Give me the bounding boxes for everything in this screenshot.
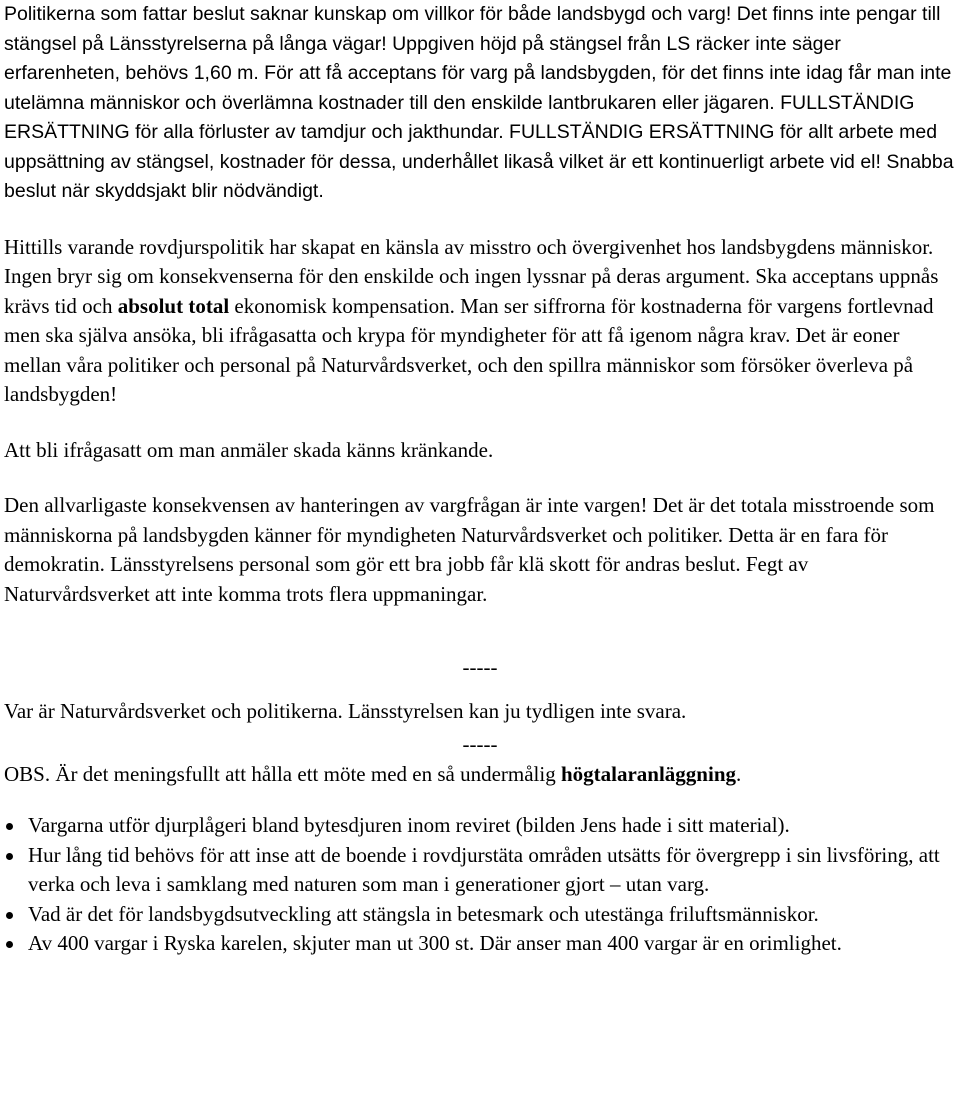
paragraph-predator-policy: [4, 233, 956, 410]
list-item-text: Vargarna utför djurplågeri bland bytesdjuren inom reviret (bilden Jens hade i sitt material).: [28, 813, 790, 837]
bullet-icon: [6, 941, 13, 948]
bullet-icon: [6, 912, 13, 919]
paragraph-obs: [4, 760, 956, 790]
paragraph-where-authorities: Var är Naturvårdsverket och politikerna. Länsstyrelsen kan ju tydligen inte svara.: [4, 698, 687, 723]
bullet-list: [4, 811, 956, 959]
list-item-text: Hur lång tid behövs för att inse att de boende i rovdjurstäta områden utsätts för övergrepp i sin livsföring, att verka och leva i samklang med naturen som man i generationer gjort – utan varg.: [28, 842, 940, 896]
bullet-icon: [6, 823, 13, 830]
paragraph-text: Hittills varande rovdjurspolitik har skapat en känsla av misstro och övergivenhet hos landsbygdens människor. Ingen bryr sig om konsekvenserna för den enskilde och ingen lyssnar på deras argument. Ska acceptans uppnås krävs tid och: [4, 234, 939, 318]
paragraph-compensation-demands: Politikerna som fattar beslut saknar kunskap om villkor för både landsbygd och varg! Det finns inte pengar till stängsel på Länsstyrelserna på långa vägar! Uppgiven höjd på stängsel från LS räcker inte säger erfarenheten, behövs 1,60 m. För att få acceptans för varg på landsbygden, för det finns inte idag får man inte utelämna människor och överlämna kostnader till den enskilde lantbrukaren eller jägaren. FULLSTÄNDIG ERSÄTTNING för alla förluster av tamdjur och jakthundar. FULLSTÄNDIG ERSÄTTNING för allt arbete med uppsättning av stängsel, kostnader för dessa, underhållet likaså vilket är ett kontinuerligt arbete vid el! Snabba beslut när skyddsjakt blir nödvändigt.: [4, 3, 954, 202]
paragraph-consequence: Den allvarligaste konsekvensen av hanteringen av vargfrågan är inte vargen! Det är det totala misstroende som människorna på landsbygden känner för myndigheten Naturvårdsverket och politiker. Detta är en fara för demokratin. Länsstyrelsens personal som gör ett bra jobb får klä skott för andras beslut. Fegt av Naturvårdsverket att inte komma trots flera uppmaningar.: [4, 493, 935, 606]
list-item: [4, 929, 956, 959]
document-body: [4, 0, 956, 959]
list-item: [4, 841, 956, 900]
paragraph-questioned: Att bli ifrågasatt om man anmäler skada känns kränkande.: [4, 437, 494, 462]
paragraph-text: ekonomisk kompensation. Man ser siffrorna för kostnaderna för vargens fortlevnad men ska själva ansöka, bli ifrågasatta och krypa för myndigheter för att få igenom några krav. Det är eoner mellan våra politiker och personal på Naturvårdsverket, och den spillra människor som försöker överleva på landsbygden!: [4, 293, 934, 406]
paragraph-text: .: [736, 761, 742, 786]
list-item-text: Av 400 vargar i Ryska karelen, skjuter man ut 300 st. Där anser man 400 vargar är en orimlighet.: [28, 931, 842, 955]
emphasis-text: högtalaranläggning: [560, 761, 737, 786]
list-item: [4, 900, 956, 930]
bullet-icon: [6, 853, 13, 860]
emphasis-text: absolut total: [117, 293, 230, 318]
paragraph-text: OBS. Är det meningsfullt att hålla ett möte med en så undermålig: [4, 761, 561, 786]
list-item: [4, 811, 956, 841]
separator-line: -----: [462, 655, 498, 679]
list-item-text: Vad är det för landsbygdsutveckling att stängsla in betesmark och utestänga friluftsmänniskor.: [28, 901, 819, 926]
separator-line: -----: [462, 732, 498, 756]
